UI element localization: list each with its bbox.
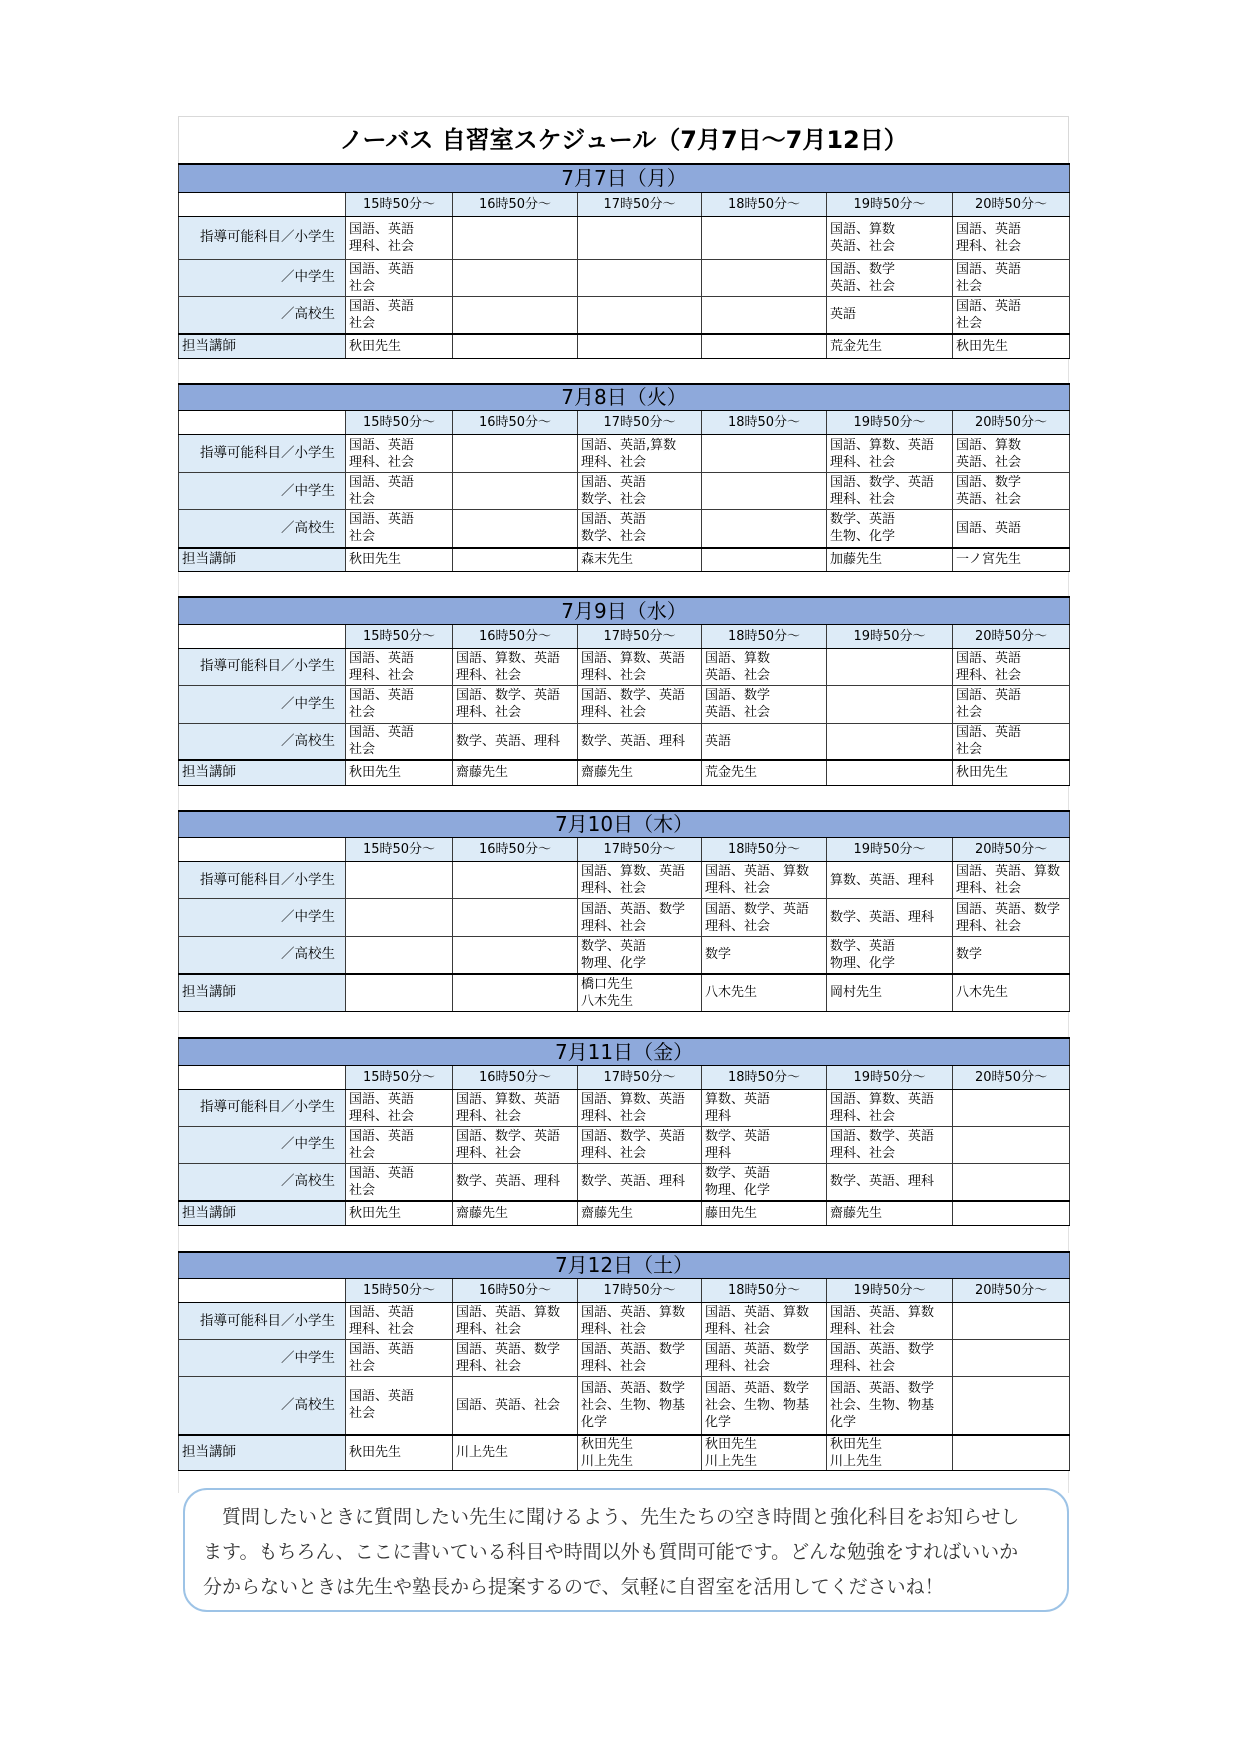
schedule-cell bbox=[827, 685, 953, 723]
day-schedule-table bbox=[178, 810, 1070, 1013]
notice-line: 質問したいときに質問したい先生に聞けるよう、先生たちの空き時間と強化科目をお知らせし bbox=[203, 1506, 1020, 1528]
subject-row bbox=[179, 937, 1070, 974]
row-label-junior-high: ／中学生 bbox=[179, 259, 346, 296]
subject-row bbox=[179, 1377, 1070, 1435]
time-slot-header: 15時50分～ bbox=[346, 411, 453, 435]
schedule-cell bbox=[453, 510, 578, 548]
schedule-cell: 国語、英語 社会 bbox=[953, 296, 1070, 334]
schedule-cell: 国語、英語,算数 理科、社会 bbox=[578, 435, 702, 473]
row-label-high-school: ／高校生 bbox=[179, 1163, 346, 1201]
row-label-elementary: 指導可能科目／小学生 bbox=[179, 1303, 346, 1340]
schedule-cell: 国語、算数、英語 理科、社会 bbox=[578, 1089, 702, 1126]
schedule-cell bbox=[578, 216, 702, 259]
instructor-cell: 一ノ宮先生 bbox=[953, 548, 1070, 572]
schedule-cell: 算数、英語、理科 bbox=[827, 862, 953, 899]
time-slot-header: 18時50分～ bbox=[702, 624, 827, 648]
schedule-cell bbox=[578, 296, 702, 334]
schedule-cell: 国語、英語、算数 理科、社会 bbox=[953, 862, 1070, 899]
day-header: 7月11日（金） bbox=[179, 1038, 1070, 1065]
time-slot-row bbox=[179, 411, 1070, 435]
day-gap bbox=[178, 1012, 1069, 1037]
schedule-cell: 数学、英語 物理、化学 bbox=[702, 1163, 827, 1201]
row-label-instructor: 担当講師 bbox=[179, 548, 346, 572]
schedule-cell: 国語、数学 英語、社会 bbox=[827, 259, 953, 296]
time-slot-header: 16時50分～ bbox=[453, 838, 578, 862]
schedule-cell: 数学、英語、理科 bbox=[453, 1163, 578, 1201]
time-slot-header: 20時50分～ bbox=[953, 624, 1070, 648]
schedule-cell: 国語、英語、数学 理科、社会 bbox=[953, 899, 1070, 937]
schedule-cell: 国語、英語 社会 bbox=[346, 510, 453, 548]
schedule-cell: 数学、英語、理科 bbox=[578, 723, 702, 760]
time-slot-header: 20時50分～ bbox=[953, 411, 1070, 435]
time-slot-header: 20時50分～ bbox=[953, 1065, 1070, 1089]
schedule-cell: 数学、英語 物理、化学 bbox=[578, 937, 702, 974]
instructor-row bbox=[179, 974, 1070, 1012]
notice-line: 分からないときは先生や塾長から提案するので、気軽に自習室を活用してくださいね！ bbox=[203, 1576, 944, 1598]
schedule-cell: 数学、英語、理科 bbox=[827, 1163, 953, 1201]
day-schedule-table bbox=[178, 1251, 1070, 1472]
day-schedules bbox=[178, 163, 1069, 1493]
schedule-cell: 国語、英語 数学、社会 bbox=[578, 473, 702, 510]
time-slot-header: 16時50分～ bbox=[453, 1065, 578, 1089]
instructor-cell: 秋田先生 bbox=[953, 334, 1070, 358]
schedule-cell: 国語、英語、算数 理科、社会 bbox=[453, 1303, 578, 1340]
instructor-row bbox=[179, 334, 1070, 358]
schedule-cell: 数学、英語 物理、化学 bbox=[827, 937, 953, 974]
time-slot-header: 19時50分～ bbox=[827, 1065, 953, 1089]
schedule-cell bbox=[453, 216, 578, 259]
time-slot-header: 16時50分～ bbox=[453, 1279, 578, 1303]
instructor-cell: 齋藤先生 bbox=[453, 760, 578, 785]
day-header: 7月9日（水） bbox=[179, 597, 1070, 624]
subject-row bbox=[179, 473, 1070, 510]
instructor-row bbox=[179, 548, 1070, 572]
instructor-cell bbox=[346, 974, 453, 1012]
time-slot-corner bbox=[179, 411, 346, 435]
row-label-high-school: ／高校生 bbox=[179, 1377, 346, 1435]
instructor-cell bbox=[702, 334, 827, 358]
schedule-cell: 国語、英語、数学 社会、生物、物基 化学 bbox=[702, 1377, 827, 1435]
schedule-cell: 英語 bbox=[702, 723, 827, 760]
schedule-cell bbox=[953, 1089, 1070, 1126]
time-slot-header: 17時50分～ bbox=[578, 1065, 702, 1089]
schedule-cell: 国語、英語 理科、社会 bbox=[953, 648, 1070, 685]
instructor-cell: 秋田先生 川上先生 bbox=[827, 1435, 953, 1471]
time-slot-header: 19時50分～ bbox=[827, 411, 953, 435]
schedule-cell: 国語、算数 英語、社会 bbox=[953, 435, 1070, 473]
row-label-instructor: 担当講師 bbox=[179, 1201, 346, 1225]
schedule-cell bbox=[453, 473, 578, 510]
schedule-cell: 数学、英語、理科 bbox=[578, 1163, 702, 1201]
schedule-cell bbox=[346, 899, 453, 937]
instructor-cell: 荒金先生 bbox=[702, 760, 827, 785]
instructor-cell: 川上先生 bbox=[453, 1435, 578, 1471]
schedule-cell: 国語、数学 英語、社会 bbox=[953, 473, 1070, 510]
time-slot-header: 15時50分～ bbox=[346, 1279, 453, 1303]
schedule-cell bbox=[702, 510, 827, 548]
schedule-cell bbox=[702, 435, 827, 473]
schedule-cell: 国語、英語、社会 bbox=[453, 1377, 578, 1435]
schedule-cell: 国語、英語 社会 bbox=[346, 1377, 453, 1435]
subject-row bbox=[179, 1303, 1070, 1340]
day-header-row bbox=[179, 597, 1070, 624]
time-slot-corner bbox=[179, 1065, 346, 1089]
schedule-cell bbox=[578, 259, 702, 296]
day-schedule-table bbox=[178, 1037, 1070, 1226]
notice-text bbox=[203, 1500, 1057, 1605]
time-slot-header: 19時50分～ bbox=[827, 624, 953, 648]
day-schedule-table bbox=[178, 383, 1070, 573]
schedule-cell: 国語、英語 理科、社会 bbox=[346, 435, 453, 473]
instructor-cell: 秋田先生 bbox=[346, 548, 453, 572]
schedule-cell bbox=[453, 937, 578, 974]
time-slot-corner bbox=[179, 624, 346, 648]
schedule-cell bbox=[953, 1303, 1070, 1340]
instructor-cell bbox=[453, 548, 578, 572]
row-label-junior-high: ／中学生 bbox=[179, 899, 346, 937]
schedule-cell bbox=[453, 435, 578, 473]
schedule-cell: 国語、数学、英語 理科、社会 bbox=[827, 1126, 953, 1163]
day-header-row bbox=[179, 1038, 1070, 1065]
instructor-row bbox=[179, 760, 1070, 785]
time-slot-header: 16時50分～ bbox=[453, 624, 578, 648]
schedule-cell: 英語 bbox=[827, 296, 953, 334]
schedule-cell: 国語、数学、英語 理科、社会 bbox=[578, 1126, 702, 1163]
schedule-cell: 国語、算数、英語 理科、社会 bbox=[453, 1089, 578, 1126]
time-slot-header: 16時50分～ bbox=[453, 192, 578, 216]
notice-box bbox=[183, 1488, 1069, 1612]
instructor-cell: 荒金先生 bbox=[827, 334, 953, 358]
time-slot-row bbox=[179, 1279, 1070, 1303]
instructor-cell bbox=[827, 760, 953, 785]
time-slot-row bbox=[179, 192, 1070, 216]
schedule-cell: 数学、英語 生物、化学 bbox=[827, 510, 953, 548]
instructor-cell bbox=[578, 334, 702, 358]
schedule-cell: 国語、英語、数学 理科、社会 bbox=[702, 1340, 827, 1377]
schedule-cell bbox=[453, 899, 578, 937]
time-slot-row bbox=[179, 1065, 1070, 1089]
time-slot-header: 19時50分～ bbox=[827, 838, 953, 862]
row-label-junior-high: ／中学生 bbox=[179, 473, 346, 510]
time-slot-header: 17時50分～ bbox=[578, 1279, 702, 1303]
row-label-elementary: 指導可能科目／小学生 bbox=[179, 435, 346, 473]
instructor-cell: 加藤先生 bbox=[827, 548, 953, 572]
schedule-cell bbox=[953, 1163, 1070, 1201]
row-label-high-school: ／高校生 bbox=[179, 937, 346, 974]
day-schedule-table bbox=[178, 596, 1070, 786]
instructor-cell: 秋田先生 bbox=[346, 760, 453, 785]
schedule-cell: 数学、英語、理科 bbox=[827, 899, 953, 937]
schedule-cell: 国語、英語 社会 bbox=[346, 1340, 453, 1377]
schedule-sheet bbox=[178, 116, 1069, 1493]
schedule-cell: 数学、英語 理科 bbox=[702, 1126, 827, 1163]
schedule-cell bbox=[453, 296, 578, 334]
schedule-cell: 国語、英語、数学 社会、生物、物基 化学 bbox=[827, 1377, 953, 1435]
notice-line: ます。もちろん、ここに書いている科目や時間以外も質問可能です。どんな勉強をすればいいか bbox=[203, 1541, 1019, 1563]
instructor-cell: 秋田先生 川上先生 bbox=[578, 1435, 702, 1471]
schedule-cell bbox=[346, 862, 453, 899]
schedule-cell bbox=[702, 216, 827, 259]
day-schedule-table bbox=[178, 163, 1070, 359]
row-label-elementary: 指導可能科目／小学生 bbox=[179, 648, 346, 685]
day-header-row bbox=[179, 384, 1070, 411]
schedule-cell: 国語、数学、英語 理科、社会 bbox=[827, 473, 953, 510]
instructor-cell bbox=[702, 548, 827, 572]
instructor-cell: 秋田先生 bbox=[346, 334, 453, 358]
day-header: 7月7日（月） bbox=[179, 164, 1070, 192]
schedule-cell: 国語、英語、算数 理科、社会 bbox=[578, 1303, 702, 1340]
instructor-cell: 齋藤先生 bbox=[578, 1201, 702, 1225]
time-slot-header: 15時50分～ bbox=[346, 838, 453, 862]
schedule-cell: 国語、数学、英語 理科、社会 bbox=[702, 899, 827, 937]
subject-row bbox=[179, 862, 1070, 899]
time-slot-corner bbox=[179, 192, 346, 216]
schedule-cell: 国語、英語 bbox=[953, 510, 1070, 548]
day-gap bbox=[178, 1226, 1069, 1251]
subject-row bbox=[179, 259, 1070, 296]
row-label-instructor: 担当講師 bbox=[179, 334, 346, 358]
schedule-cell: 数学 bbox=[702, 937, 827, 974]
schedule-cell: 国語、英語 社会 bbox=[953, 685, 1070, 723]
schedule-cell bbox=[953, 1126, 1070, 1163]
schedule-cell: 国語、英語 社会 bbox=[346, 1126, 453, 1163]
day-header: 7月12日（土） bbox=[179, 1252, 1070, 1279]
schedule-cell: 数学 bbox=[953, 937, 1070, 974]
subject-row bbox=[179, 685, 1070, 723]
schedule-cell: 国語、英語、数学 理科、社会 bbox=[827, 1340, 953, 1377]
instructor-cell: 秋田先生 bbox=[346, 1201, 453, 1225]
instructor-row bbox=[179, 1435, 1070, 1471]
schedule-cell: 国語、数学 英語、社会 bbox=[702, 685, 827, 723]
row-label-junior-high: ／中学生 bbox=[179, 1126, 346, 1163]
schedule-cell bbox=[953, 1340, 1070, 1377]
subject-row bbox=[179, 510, 1070, 548]
row-label-high-school: ／高校生 bbox=[179, 510, 346, 548]
subject-row bbox=[179, 216, 1070, 259]
schedule-cell: 国語、算数、英語 理科、社会 bbox=[827, 1089, 953, 1126]
instructor-cell: 秋田先生 bbox=[953, 760, 1070, 785]
instructor-cell: 齋藤先生 bbox=[578, 760, 702, 785]
schedule-cell: 国語、算数、英語 理科、社会 bbox=[827, 435, 953, 473]
instructor-cell: 藤田先生 bbox=[702, 1201, 827, 1225]
schedule-cell: 算数、英語 理科 bbox=[702, 1089, 827, 1126]
schedule-cell bbox=[346, 937, 453, 974]
schedule-cell: 国語、算数 英語、社会 bbox=[827, 216, 953, 259]
instructor-cell: 岡村先生 bbox=[827, 974, 953, 1012]
schedule-cell: 国語、英語 社会 bbox=[953, 259, 1070, 296]
time-slot-header: 15時50分～ bbox=[346, 192, 453, 216]
row-label-junior-high: ／中学生 bbox=[179, 685, 346, 723]
schedule-cell: 国語、英語、算数 理科、社会 bbox=[827, 1303, 953, 1340]
instructor-cell: 橋口先生 八木先生 bbox=[578, 974, 702, 1012]
schedule-cell: 国語、英語 社会 bbox=[346, 1163, 453, 1201]
instructor-cell: 八木先生 bbox=[953, 974, 1070, 1012]
schedule-cell: 国語、数学、英語 理科、社会 bbox=[453, 1126, 578, 1163]
time-slot-header: 18時50分～ bbox=[702, 1065, 827, 1089]
schedule-cell bbox=[702, 296, 827, 334]
time-slot-header: 15時50分～ bbox=[346, 1065, 453, 1089]
row-label-elementary: 指導可能科目／小学生 bbox=[179, 862, 346, 899]
schedule-cell: 国語、英語 理科、社会 bbox=[953, 216, 1070, 259]
time-slot-header: 17時50分～ bbox=[578, 838, 702, 862]
instructor-cell: 森末先生 bbox=[578, 548, 702, 572]
time-slot-header: 18時50分～ bbox=[702, 838, 827, 862]
day-header-row bbox=[179, 164, 1070, 192]
schedule-cell: 国語、英語 理科、社会 bbox=[346, 1303, 453, 1340]
time-slot-row bbox=[179, 624, 1070, 648]
time-slot-header: 20時50分～ bbox=[953, 1279, 1070, 1303]
schedule-cell: 国語、英語 社会 bbox=[346, 723, 453, 760]
row-label-instructor: 担当講師 bbox=[179, 760, 346, 785]
schedule-cell bbox=[953, 1377, 1070, 1435]
schedule-cell: 国語、算数、英語 理科、社会 bbox=[578, 862, 702, 899]
schedule-cell: 国語、英語、算数 理科、社会 bbox=[702, 862, 827, 899]
row-label-elementary: 指導可能科目／小学生 bbox=[179, 216, 346, 259]
row-label-instructor: 担当講師 bbox=[179, 974, 346, 1012]
time-slot-header: 17時50分～ bbox=[578, 624, 702, 648]
subject-row bbox=[179, 723, 1070, 760]
time-slot-row bbox=[179, 838, 1070, 862]
schedule-cell: 国語、英語、数学 理科、社会 bbox=[578, 1340, 702, 1377]
schedule-cell: 国語、英語 社会 bbox=[346, 473, 453, 510]
schedule-cell: 国語、英語 理科、社会 bbox=[346, 216, 453, 259]
instructor-cell bbox=[453, 974, 578, 1012]
time-slot-header: 16時50分～ bbox=[453, 411, 578, 435]
schedule-cell: 国語、英語 社会 bbox=[346, 685, 453, 723]
schedule-cell: 国語、英語 社会 bbox=[346, 259, 453, 296]
instructor-cell bbox=[953, 1201, 1070, 1225]
instructor-row bbox=[179, 1201, 1070, 1225]
time-slot-header: 19時50分～ bbox=[827, 192, 953, 216]
time-slot-header: 19時50分～ bbox=[827, 1279, 953, 1303]
time-slot-header: 17時50分～ bbox=[578, 192, 702, 216]
instructor-cell bbox=[953, 1435, 1070, 1471]
row-label-high-school: ／高校生 bbox=[179, 723, 346, 760]
instructor-cell: 齋藤先生 bbox=[453, 1201, 578, 1225]
day-gap bbox=[178, 359, 1069, 383]
schedule-cell bbox=[453, 259, 578, 296]
schedule-cell bbox=[702, 259, 827, 296]
instructor-cell: 八木先生 bbox=[702, 974, 827, 1012]
time-slot-header: 18時50分～ bbox=[702, 411, 827, 435]
schedule-cell: 国語、英語、算数 理科、社会 bbox=[702, 1303, 827, 1340]
schedule-cell bbox=[827, 723, 953, 760]
schedule-cell bbox=[453, 862, 578, 899]
subject-row bbox=[179, 1126, 1070, 1163]
instructor-cell: 秋田先生 bbox=[346, 1435, 453, 1471]
instructor-cell: 秋田先生 川上先生 bbox=[702, 1435, 827, 1471]
day-header: 7月10日（木） bbox=[179, 811, 1070, 838]
schedule-cell: 国語、英語 数学、社会 bbox=[578, 510, 702, 548]
time-slot-header: 17時50分～ bbox=[578, 411, 702, 435]
schedule-cell: 国語、英語 理科、社会 bbox=[346, 1089, 453, 1126]
schedule-cell: 国語、英語、数学 社会、生物、物基 化学 bbox=[578, 1377, 702, 1435]
day-gap bbox=[178, 786, 1069, 810]
time-slot-corner bbox=[179, 1279, 346, 1303]
time-slot-header: 20時50分～ bbox=[953, 838, 1070, 862]
row-label-elementary: 指導可能科目／小学生 bbox=[179, 1089, 346, 1126]
subject-row bbox=[179, 899, 1070, 937]
time-slot-header: 18時50分～ bbox=[702, 192, 827, 216]
schedule-cell bbox=[702, 473, 827, 510]
subject-row bbox=[179, 296, 1070, 334]
subject-row bbox=[179, 648, 1070, 685]
schedule-cell: 数学、英語、理科 bbox=[453, 723, 578, 760]
page-title: ノーバス 自習室スケジュール（7月7日～7月12日） bbox=[178, 116, 1069, 163]
day-header-row bbox=[179, 811, 1070, 838]
schedule-cell: 国語、数学、英語 理科、社会 bbox=[453, 685, 578, 723]
schedule-cell: 国語、英語、数学 理科、社会 bbox=[453, 1340, 578, 1377]
schedule-cell: 国語、英語 理科、社会 bbox=[346, 648, 453, 685]
time-slot-corner bbox=[179, 838, 346, 862]
row-label-high-school: ／高校生 bbox=[179, 296, 346, 334]
schedule-cell: 国語、数学、英語 理科、社会 bbox=[578, 685, 702, 723]
schedule-cell: 国語、英語 社会 bbox=[953, 723, 1070, 760]
day-header-row bbox=[179, 1252, 1070, 1279]
subject-row bbox=[179, 1163, 1070, 1201]
instructor-cell: 齋藤先生 bbox=[827, 1201, 953, 1225]
schedule-cell: 国語、算数 英語、社会 bbox=[702, 648, 827, 685]
schedule-cell bbox=[827, 648, 953, 685]
schedule-cell: 国語、英語 社会 bbox=[346, 296, 453, 334]
time-slot-header: 20時50分～ bbox=[953, 192, 1070, 216]
schedule-cell: 国語、算数、英語 理科、社会 bbox=[453, 648, 578, 685]
time-slot-header: 15時50分～ bbox=[346, 624, 453, 648]
subject-row bbox=[179, 1089, 1070, 1126]
day-gap bbox=[178, 572, 1069, 596]
schedule-cell: 国語、算数、英語 理科、社会 bbox=[578, 648, 702, 685]
time-slot-header: 18時50分～ bbox=[702, 1279, 827, 1303]
subject-row bbox=[179, 1340, 1070, 1377]
subject-row bbox=[179, 435, 1070, 473]
schedule-cell: 国語、英語、数学 理科、社会 bbox=[578, 899, 702, 937]
row-label-instructor: 担当講師 bbox=[179, 1435, 346, 1471]
instructor-cell bbox=[453, 334, 578, 358]
day-header: 7月8日（火） bbox=[179, 384, 1070, 411]
row-label-junior-high: ／中学生 bbox=[179, 1340, 346, 1377]
